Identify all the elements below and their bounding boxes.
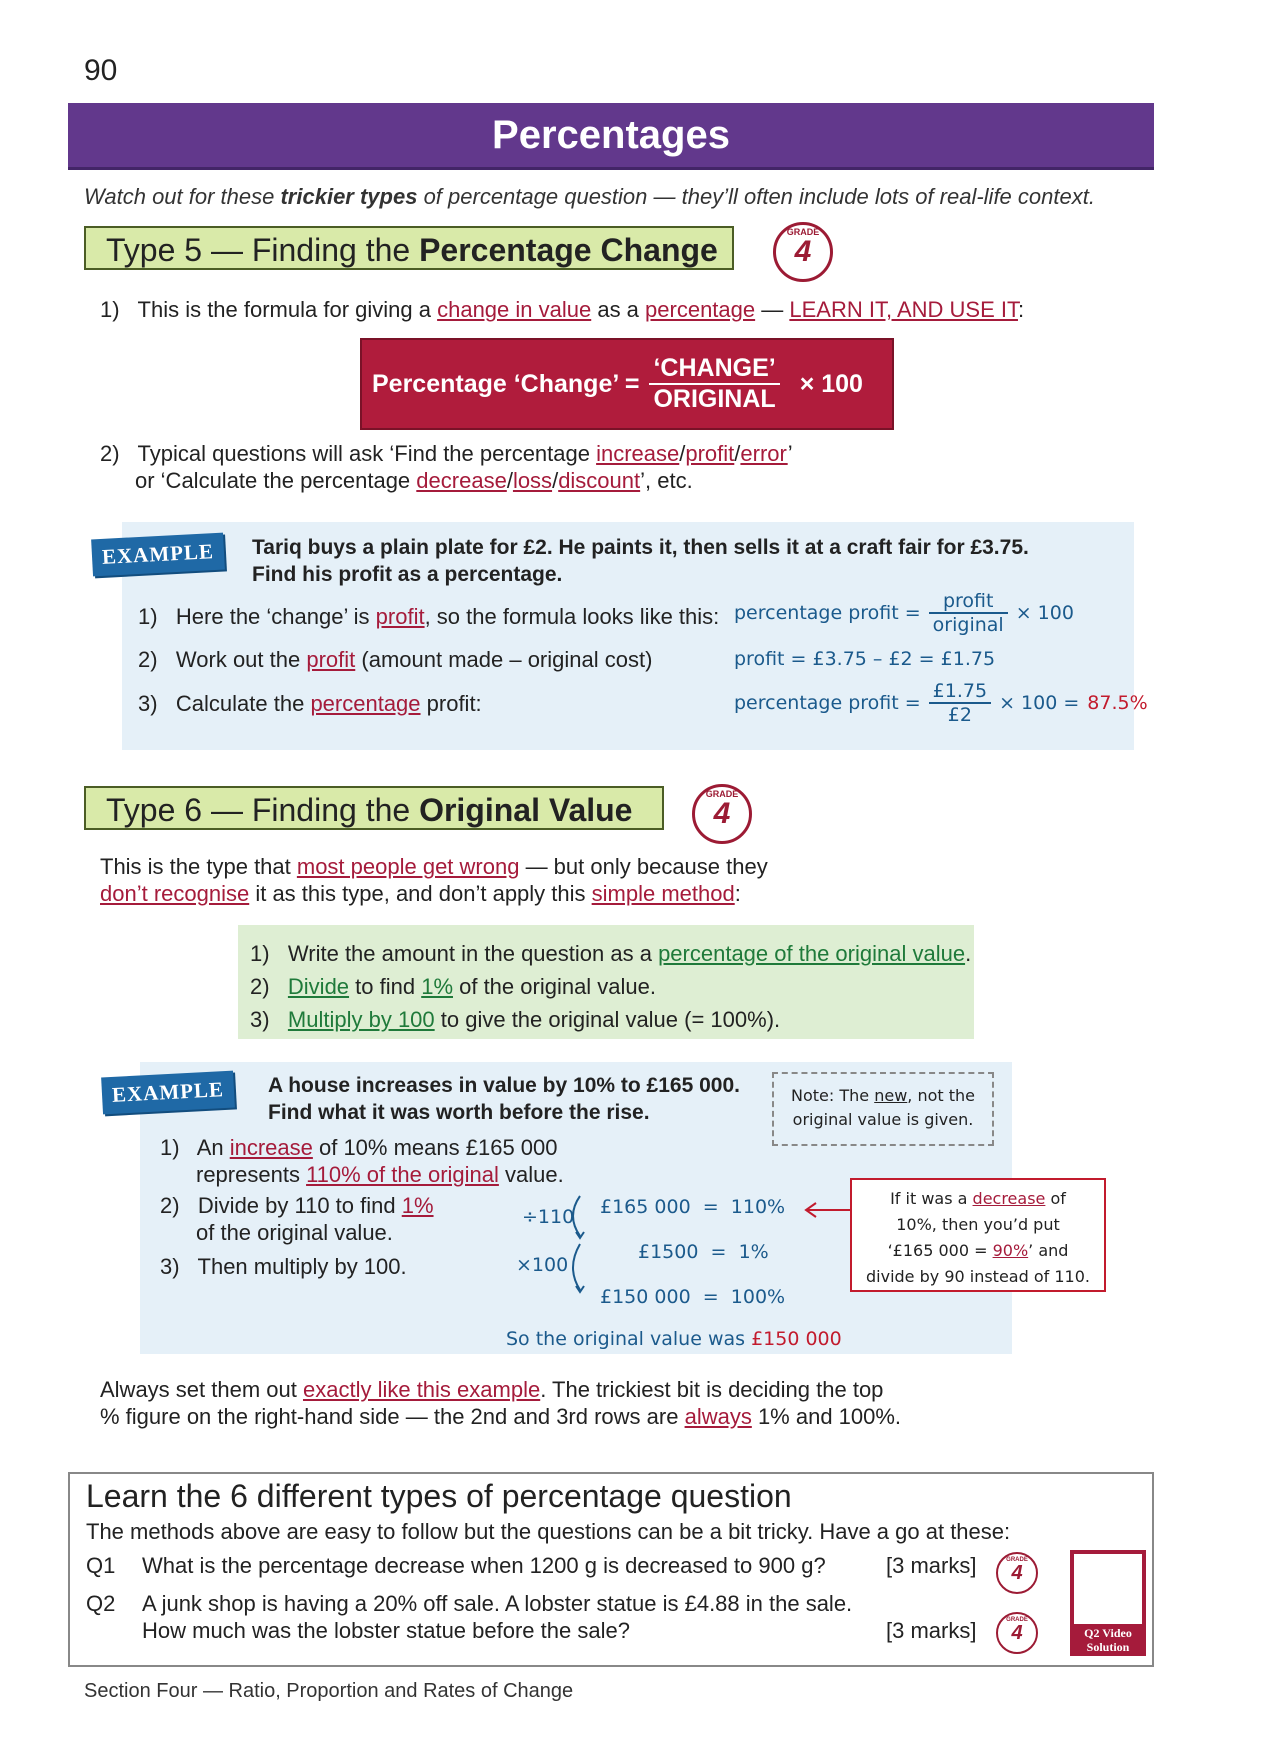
grade-4-badge: GRADE 4	[996, 1612, 1038, 1654]
type5-point-2: 2) Typical questions will ask ‘Find the percentage increase/profit/error’ or ‘Calculate the percentage decrease/loss/discount’, etc.	[100, 441, 793, 493]
question-number: Q2	[86, 1591, 116, 1616]
video-solution-label[interactable]: Q2 Video Solution	[1070, 1624, 1146, 1656]
example-1-step-1: 1) Here the ‘change’ is profit, so the formula looks like this:	[138, 604, 720, 629]
page-title: Percentages	[68, 103, 1154, 170]
working-row: £165 000 = 110%	[600, 1196, 786, 1218]
method-step: 2) Divide to find 1% of the original value.	[250, 974, 657, 999]
percentage-change-formula: Percentage ‘Change’ = $\frac{\text{‘CHANGE’}}{\text{ORIGINAL}}$ × 100	[360, 338, 894, 430]
section-footer: Section Four — Ratio, Proportion and Rates of Change	[84, 1680, 574, 1702]
grade-4-badge: GRADE 4	[773, 222, 833, 282]
type6-heading: Type 6 — Finding the Original Value	[84, 786, 664, 830]
example-1-step-2: 2) Work out the profit (amount made – original cost)	[138, 647, 653, 672]
practice-intro: The methods above are easy to follow but the questions can be a bit tricky. Have a go at these:	[86, 1519, 1011, 1544]
divide-bracket	[573, 1196, 580, 1236]
example-badge: EXAMPLE	[91, 533, 225, 577]
type6-intro: This is the type that most people get wrong — but only because they don’t recognise it as this type, and don’t apply this simple method:	[100, 854, 768, 906]
example-2-question: A house increases in value by 10% to £165 000. Find what it was worth before the rise.	[268, 1074, 740, 1124]
multiply-bracket	[573, 1244, 580, 1290]
arrow-brackets	[568, 1192, 598, 1302]
working-row: £150 000 = 100%	[600, 1286, 786, 1308]
type5-point-1: 1) This is the formula for giving a change in value as a percentage — LEARN IT, AND USE IT:	[100, 297, 1025, 322]
intro-text: Watch out for these trickier types of percentage question — they’ll often include lots of real-life context.	[84, 184, 1095, 209]
note-box: Note: The new, not the original value is given.	[772, 1072, 994, 1146]
example-1-question: Tariq buys a plain plate for £2. He paints it, then sells it at a craft fair for £3.75. Find his profit as a percentage.	[252, 536, 1029, 586]
question-marks: [3 marks]	[886, 1553, 977, 1578]
example-2-step-3: 3) Then multiply by 100.	[160, 1254, 407, 1279]
working-percentage: percentage profit = $\frac{£1.75}{£2}$ × 100 = 87.5%	[734, 680, 1148, 726]
method-step: 1) Write the amount in the question as a percentage of the original value.	[250, 941, 972, 966]
question-text: What is the percentage decrease when 1200 g is decreased to 900 g?	[142, 1553, 826, 1578]
page-number: 90	[84, 54, 118, 87]
type6-after: Always set them out exactly like this example. The trickiest bit is deciding the top % figure on the right-hand side — the 2nd and 3rd rows are always 1% and 100%.	[100, 1377, 902, 1429]
question-text: A junk shop is having a 20% off sale. A lobster statue is £4.88 in the sale. How much was the lobster statue before the sale?	[142, 1591, 853, 1643]
working-row: £1500 = 1%	[638, 1241, 769, 1263]
decrease-note: If it was a decrease of 10%, then you’d put ‘£165 000 = 90%’ and divide by 90 instead of 110.	[850, 1178, 1106, 1292]
working-formula: percentage profit = $\frac{\text{profit}}{\text{original}}$ × 100	[734, 590, 1074, 636]
method-steps	[250, 937, 971, 1036]
example-2-step-2: 2) Divide by 110 to find 1% of the original value.	[160, 1193, 434, 1245]
grade-4-badge: GRADE 4	[692, 784, 752, 844]
type5-heading: Type 5 — Finding the Percentage Change	[84, 226, 734, 270]
arrow-icon	[802, 1200, 854, 1220]
example-badge: EXAMPLE	[101, 1071, 235, 1115]
grade-4-badge: GRADE 4	[996, 1552, 1038, 1594]
question-number: Q1	[86, 1553, 116, 1578]
question-marks: [3 marks]	[886, 1618, 977, 1643]
divide-op: ÷110	[522, 1206, 575, 1228]
conclusion: So the original value was £150 000	[506, 1328, 842, 1350]
multiply-op: ×100	[516, 1254, 569, 1276]
example-2-step-1: 1) An increase of 10% means £165 000 represents 110% of the original value.	[160, 1135, 564, 1187]
working-profit: profit = £3.75 – £2 = £1.75	[734, 648, 996, 670]
practice-heading: Learn the 6 different types of percentage question	[86, 1478, 792, 1514]
method-step: 3) Multiply by 100 to give the original value (= 100%).	[250, 1007, 781, 1032]
example-1-step-3: 3) Calculate the percentage profit:	[138, 691, 482, 716]
